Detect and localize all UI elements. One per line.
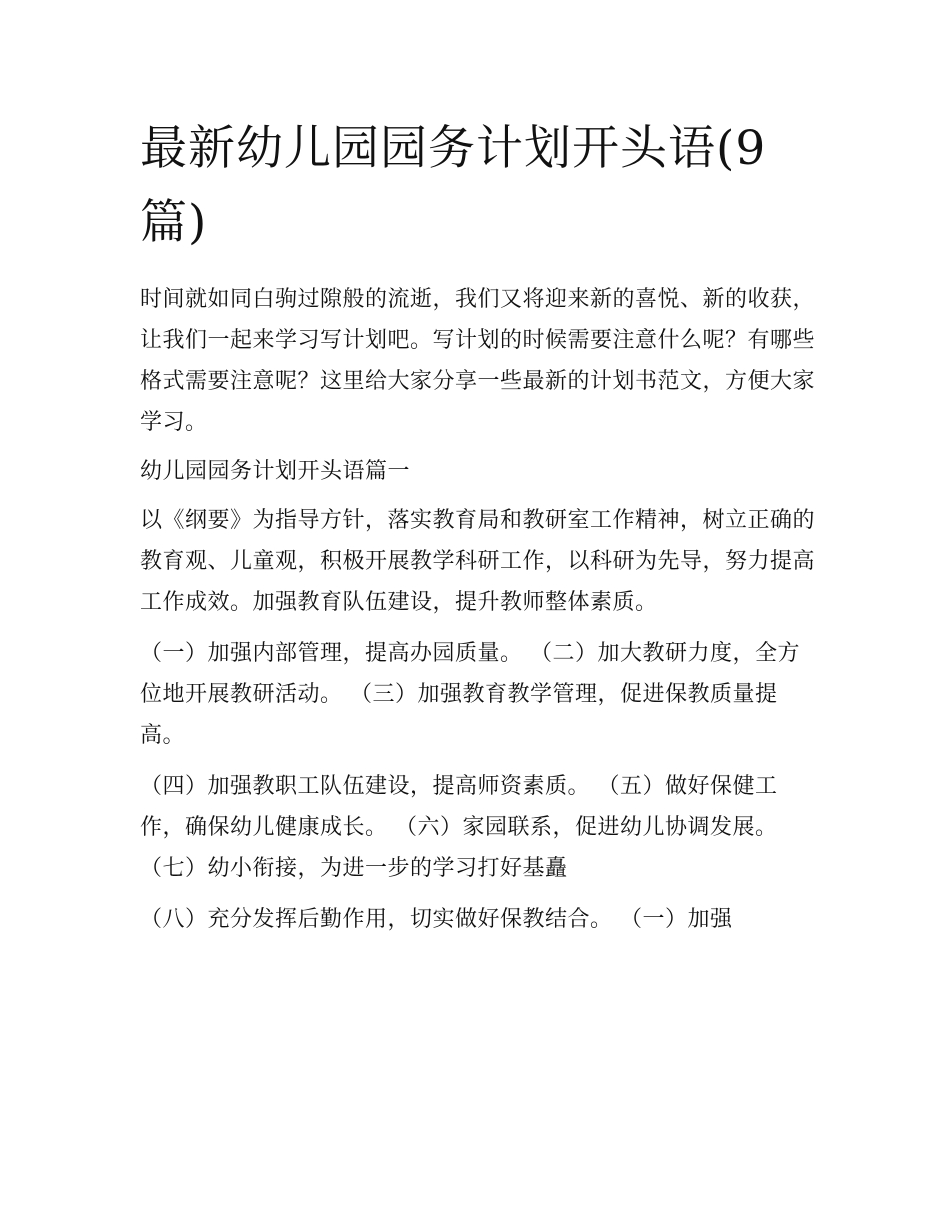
body-paragraph: （四）加强教职工队伍建设，提高师资素质。 （五）做好保健工作，确保幼儿健康成长。 （六）家园联系，促进幼儿协调发展。 （七）幼小衔接，为进一步的学习打好基矗 bbox=[140, 774, 778, 881]
body-paragraph: 以《纲要》为指导方针，落实教育局和教研室工作精神，树立正确的教育观、儿童观，积极开展教学科研工作，以科研为先导，努力提高工作成效。加强教育队伍建设，提升教师整体素质。 bbox=[140, 508, 816, 615]
section-heading: 幼儿园园务计划开头语篇一 bbox=[140, 459, 411, 484]
document-title: 最新幼儿园园务计划开头语(9篇) bbox=[140, 121, 767, 250]
body-paragraph: （八）充分发挥后勤作用，切实做好保教结合。 （一）加强 bbox=[140, 907, 733, 932]
document-body bbox=[140, 279, 820, 940]
body-paragraph: （一）加强内部管理，提高办园质量。 （二）加大教研力度，全方位地开展教研活动。 （三）加强教育教学管理，促进保教质量提高。 bbox=[140, 641, 800, 748]
intro-paragraph: 时间就如同白驹过隙般的流逝，我们又将迎来新的喜悦、新的收获，让我们一起来学习写计划吧。写计划的时候需要注意什么呢？有哪些格式需要注意呢？这里给大家分享一些最新的计划书范文，方便大家学习。 bbox=[140, 287, 816, 435]
